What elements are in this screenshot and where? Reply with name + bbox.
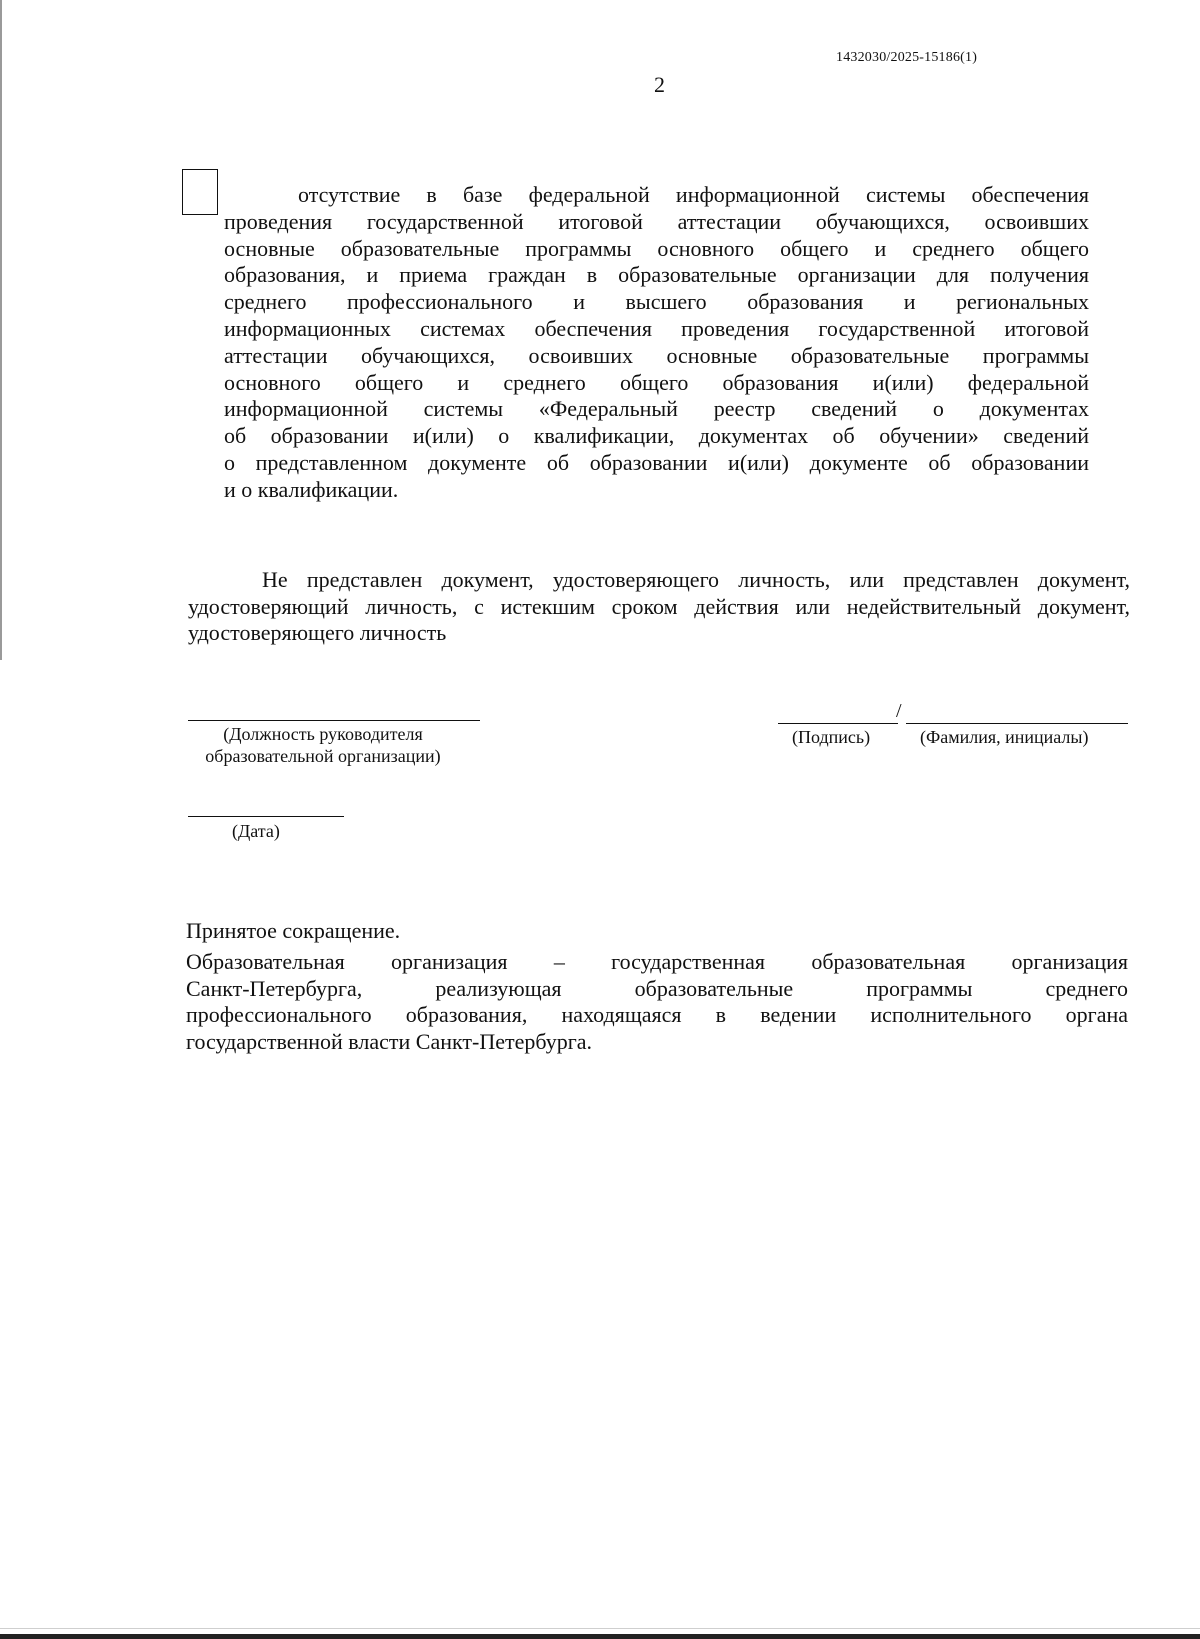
scan-edge-left <box>0 0 2 660</box>
reason-paragraph <box>224 182 1089 504</box>
scan-edge-bottom <box>0 1634 1200 1639</box>
text-line: основного общего и среднего общего образования и(или) федеральной <box>224 369 1089 395</box>
checkbox[interactable] <box>182 169 218 215</box>
page-number: 2 <box>654 72 665 97</box>
abbreviation-title: Принятое сокращение. <box>186 918 401 943</box>
text-line: удостоверяющий личность, с истекшим сроком действия или недействительный документ, <box>188 593 1130 619</box>
text-line: государственной власти Санкт-Петербурга. <box>186 1028 593 1054</box>
position-line <box>188 720 480 721</box>
slash-separator: / <box>896 700 902 722</box>
scan-edge-line <box>0 1628 1200 1629</box>
date-line <box>188 816 344 817</box>
text-line: профессионального образования, находящаяся в ведении исполнительного органа <box>186 1002 1128 1027</box>
position-caption-line2: образовательной организации) <box>205 746 441 766</box>
text-line: о представленном документе об образовании и(или) документе об образовании <box>224 449 1089 475</box>
abbreviation-paragraph <box>186 949 1128 1055</box>
text-line: удостоверяющего личность <box>188 620 447 645</box>
text-line: образования, и приема граждан в образовательные организации для получения <box>224 262 1089 288</box>
document-number: 1432030/2025-15186(1) <box>836 50 978 65</box>
text-line: Образовательная организация – государственная образовательная организация <box>186 949 1128 974</box>
position-caption <box>188 723 458 767</box>
text-line: Не представлен документ, удостоверяющего личность, или представлен документ, <box>262 567 1130 592</box>
text-line: проведения государственной итоговой аттестации обучающихся, освоивших <box>224 208 1089 234</box>
text-line: отсутствие в базе федеральной информационной системы обеспечения <box>298 182 1089 207</box>
text-line: Санкт-Петербурга, реализующая образовательные программы среднего <box>186 975 1128 1001</box>
signature-caption: (Подпись) <box>792 727 871 747</box>
text-line: об образовании и(или) о квалификации, документах об обучении» сведений <box>224 423 1089 449</box>
name-line <box>906 723 1128 724</box>
text-line: основные образовательные программы основного общего и среднего общего <box>224 235 1089 261</box>
name-caption: (Фамилия, инициалы) <box>920 727 1089 747</box>
text-line: информационной системы «Федеральный реестр сведений о документах <box>224 396 1089 422</box>
text-line: среднего профессионального и высшего образования и региональных <box>224 289 1089 315</box>
signature-line <box>778 723 898 724</box>
text-line: информационных системах обеспечения проведения государственной итоговой <box>224 315 1089 341</box>
date-caption: (Дата) <box>232 821 280 841</box>
text-line: и о квалификации. <box>224 476 399 502</box>
identity-document-paragraph <box>188 567 1130 647</box>
position-caption-line1: (Должность руководителя <box>223 724 423 744</box>
text-line: аттестации обучающихся, освоивших основные образовательные программы <box>224 342 1089 368</box>
